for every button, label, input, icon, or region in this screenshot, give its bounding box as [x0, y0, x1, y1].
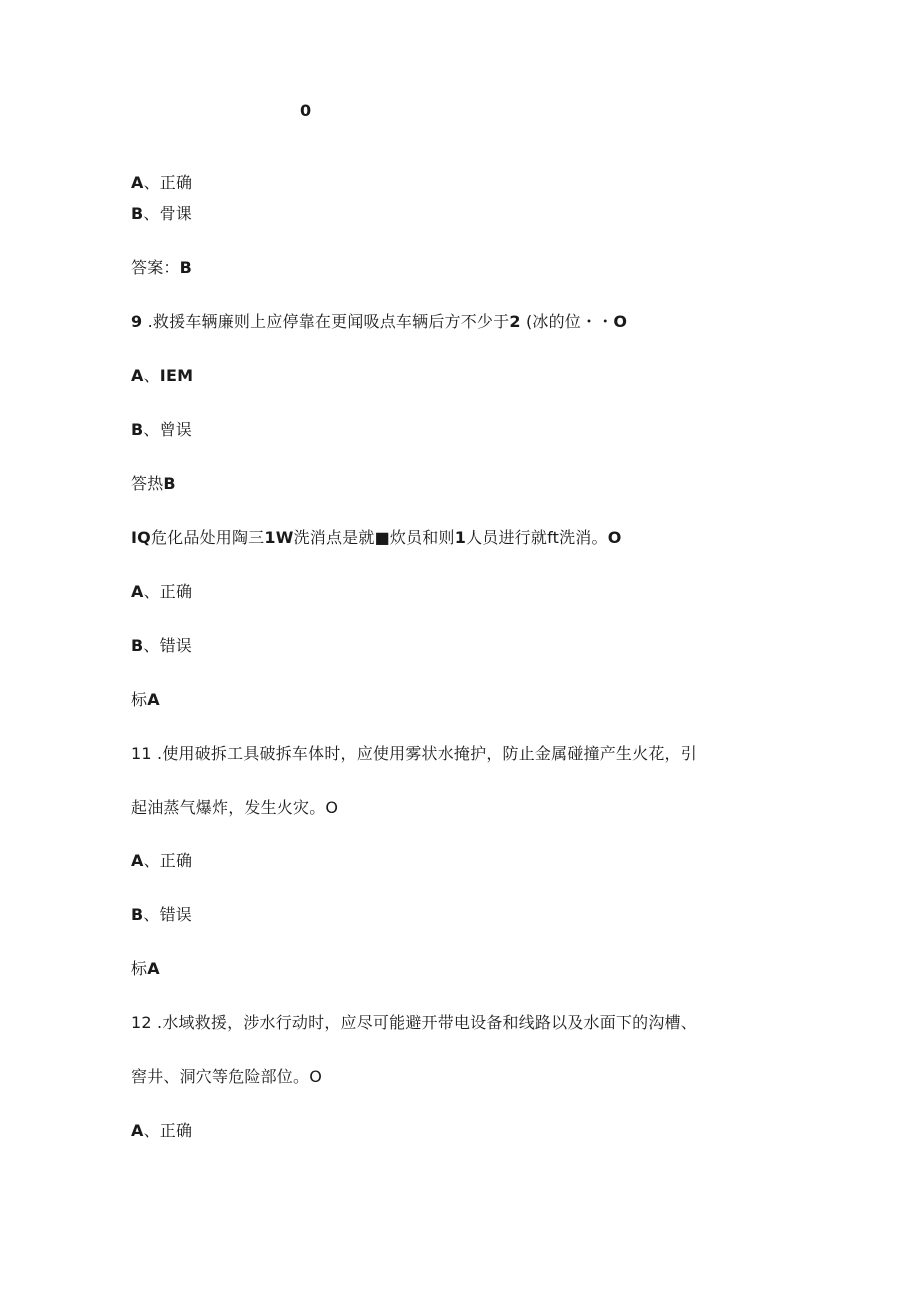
option-letter: A — [131, 1121, 144, 1140]
q12-question-line1: 12 .水域救援，涉水行动时，应尽可能避开带电设备和线路以及水面下的沟槽、 — [131, 1013, 697, 1032]
q11-option-a — [131, 851, 192, 871]
q8-option-b — [131, 204, 192, 224]
question-text: 危化品处用陶三 — [150, 528, 265, 547]
answer-label: 答热 — [131, 474, 164, 493]
answer-value: A — [147, 959, 160, 978]
q12-option-a — [131, 1121, 192, 1141]
question-text: 洗消点是就 — [293, 528, 375, 547]
option-letter: A — [131, 366, 144, 385]
question-number-inline: 1 — [454, 528, 467, 547]
q9-answer — [131, 474, 176, 494]
answer-label: 标 — [131, 690, 148, 709]
question-number: IQ — [131, 528, 151, 547]
q9-question — [131, 312, 627, 332]
answer-label: 答案： — [131, 258, 180, 277]
answer-value: A — [147, 690, 160, 709]
q11-answer — [131, 959, 160, 979]
q10-option-a — [131, 582, 192, 602]
option-letter: A — [131, 173, 144, 192]
question-text: .救援车辆廉则上应停靠在更闻吸点车辆后方不少于 — [142, 312, 510, 331]
q8-answer — [131, 258, 192, 278]
answer-value: B — [179, 258, 193, 277]
option-text: 、正确 — [143, 851, 193, 870]
q11-question-line1: 11 .使用破拆工具破拆车体时，应使用雾状水掩护，防止金属碰撞产生火花，引 — [131, 744, 697, 763]
question-text: 人员进行就ft洗消。 — [466, 528, 608, 547]
option-letter: B — [131, 636, 144, 655]
option-letter: B — [131, 905, 144, 924]
option-letter: A — [131, 582, 144, 601]
option-text: 、错误 — [143, 636, 193, 655]
question-mark: ■ — [374, 528, 390, 547]
answer-label: 标 — [131, 959, 148, 978]
question-paren: O — [607, 528, 622, 547]
option-text: 、正确 — [143, 582, 193, 601]
question-number: 9 — [131, 312, 143, 331]
option-text: 、曾误 — [143, 420, 193, 439]
question-paren: O — [613, 312, 628, 331]
option-letter: A — [131, 851, 144, 870]
question-text: 炊员和则 — [389, 528, 455, 547]
question-number-inline: 2 — [509, 312, 521, 331]
option-text: 、 — [143, 366, 160, 385]
question-number-inline: 1W — [264, 528, 294, 547]
q8-option-a — [131, 173, 192, 193]
q10-answer — [131, 690, 160, 710]
answer-value: B — [163, 474, 176, 493]
q10-option-b — [131, 636, 192, 656]
option-text: 、正确 — [143, 1121, 193, 1140]
option-text: 、错误 — [143, 905, 193, 924]
option-text: 、骨课 — [143, 204, 193, 223]
option-letter: B — [131, 420, 144, 439]
option-letter: B — [131, 204, 144, 223]
question-text-tail: (冰的位・・ — [520, 312, 614, 331]
q10-question — [131, 528, 622, 548]
option-text: 、正确 — [143, 173, 193, 192]
option-value: IEM — [159, 366, 194, 385]
answer-paren: 0 — [300, 101, 312, 120]
q9-option-a — [131, 366, 193, 386]
q11-question-line2: 起油蒸气爆炸，发生火灾。O — [131, 798, 339, 817]
q11-option-b — [131, 905, 192, 925]
q12-question-line2: 窖井、洞穴等危险部位。O — [131, 1067, 322, 1086]
q9-option-b — [131, 420, 192, 440]
